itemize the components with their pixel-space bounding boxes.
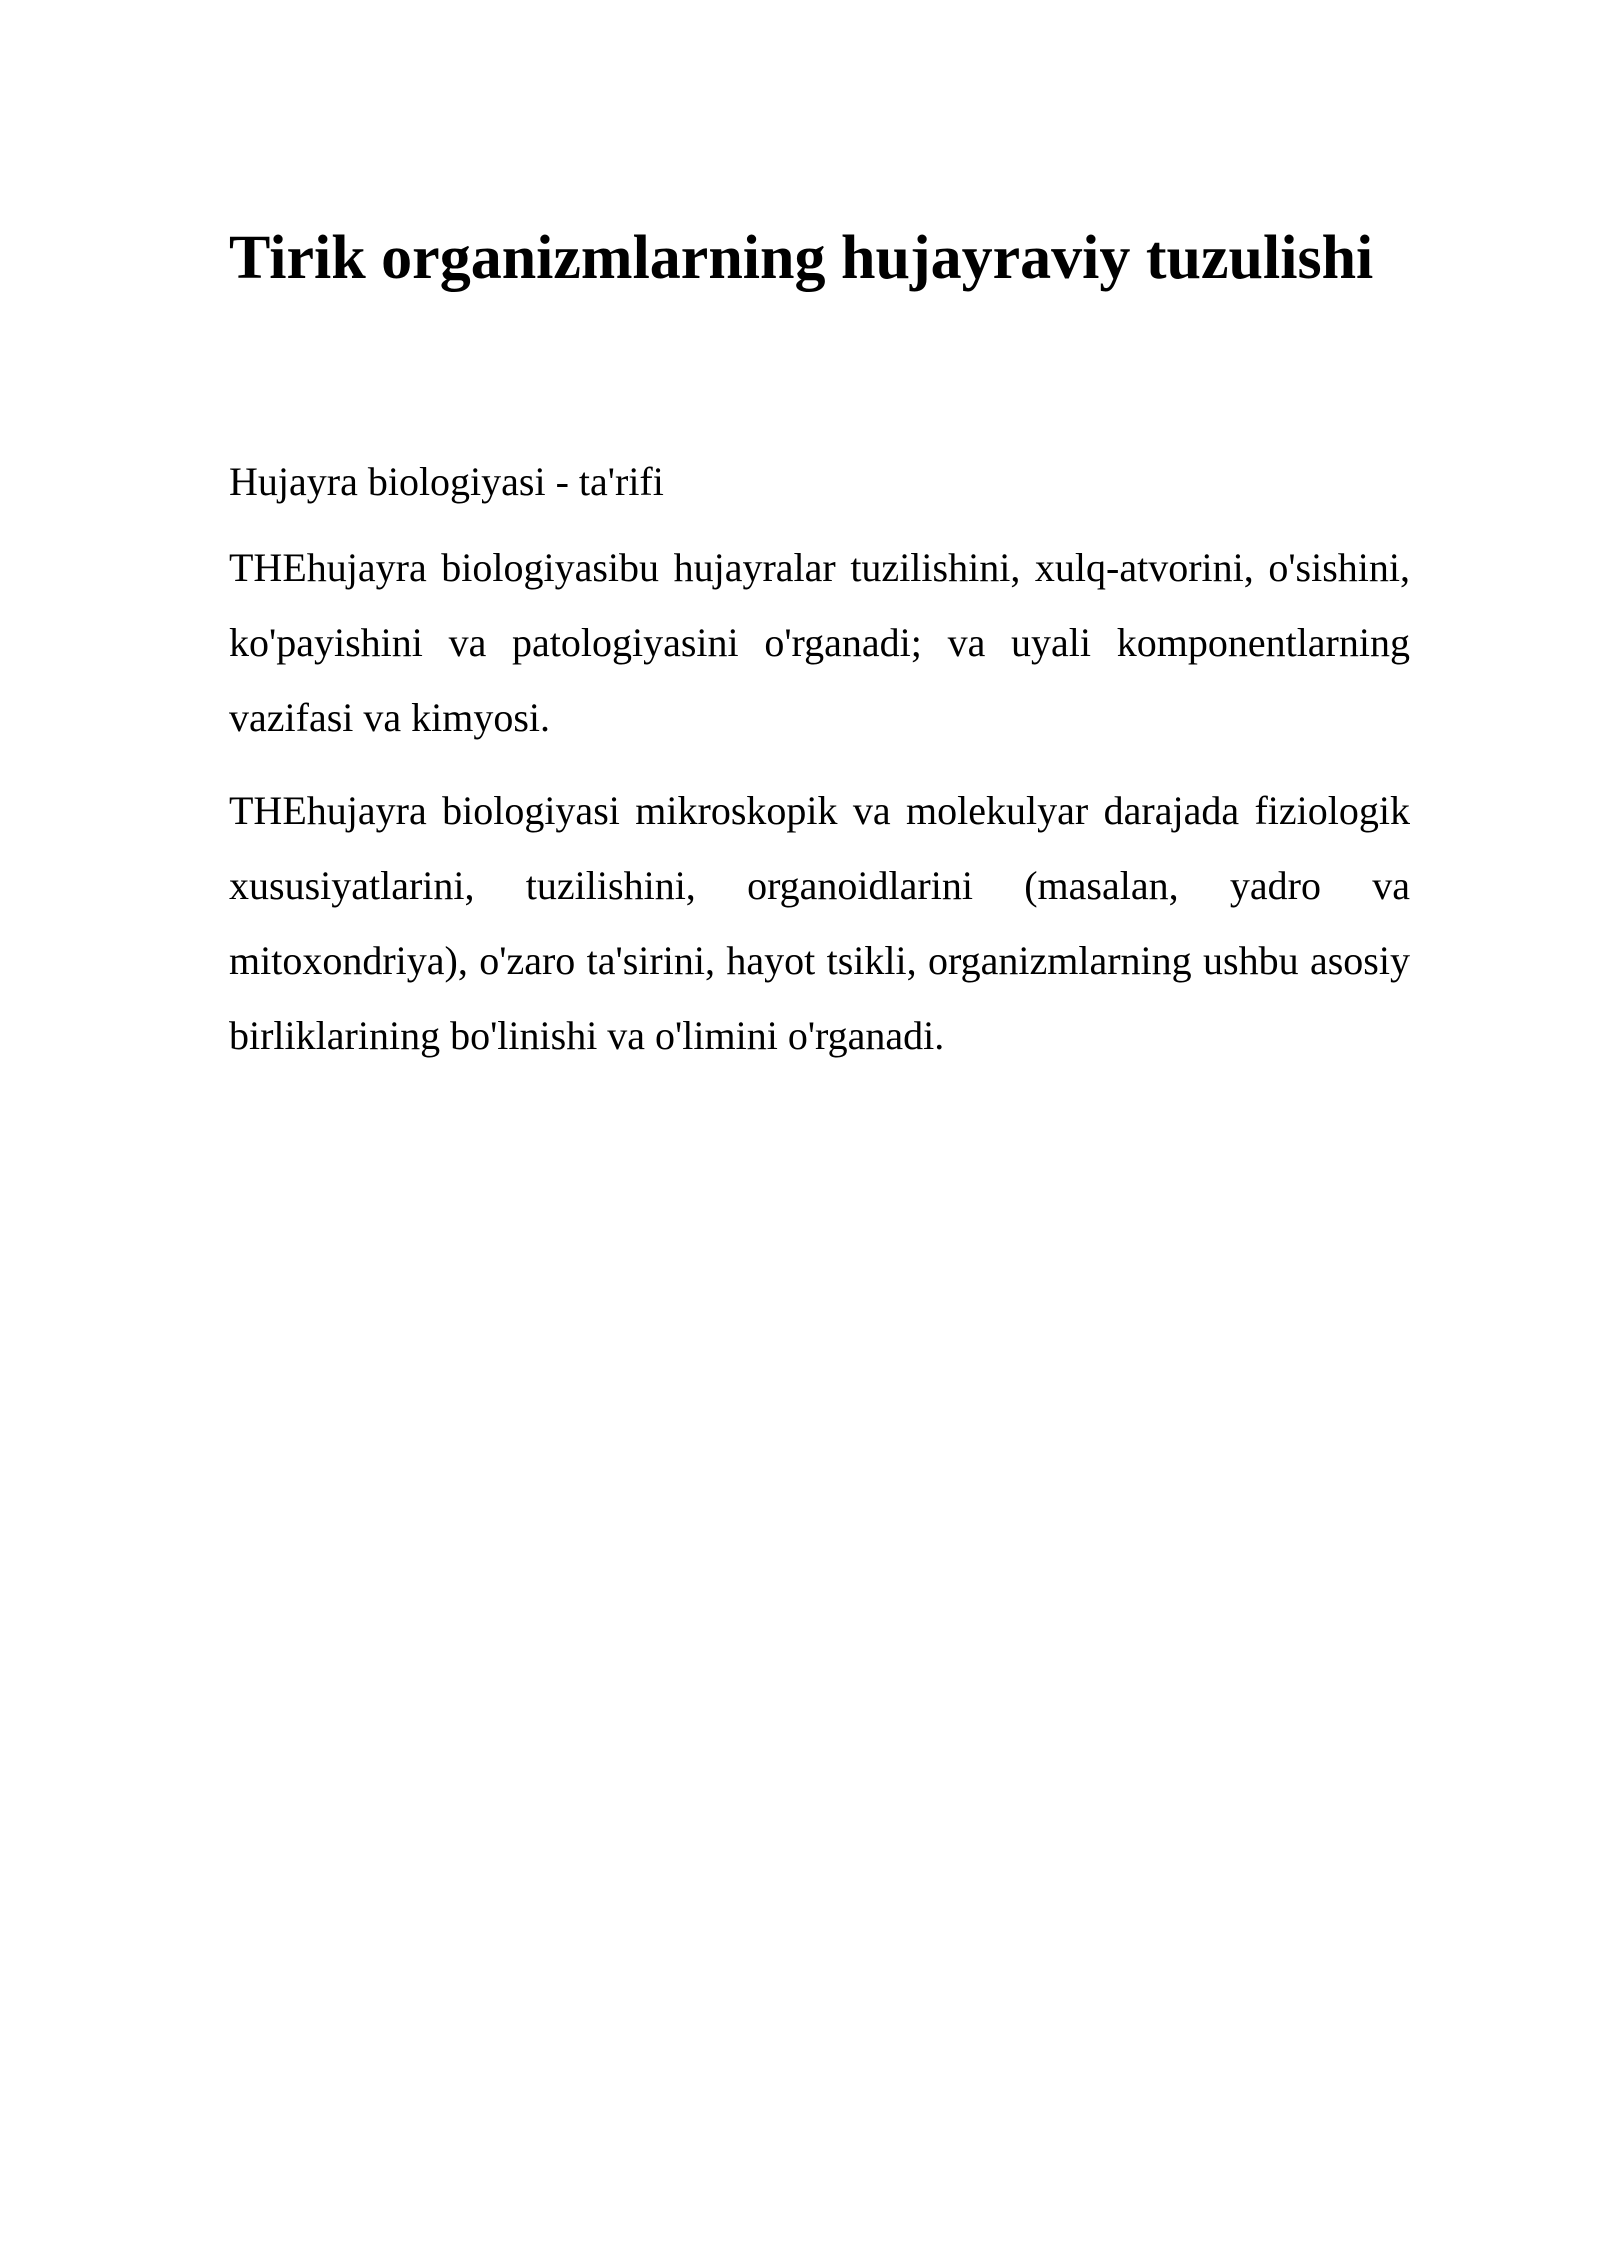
section-heading: Hujayra biologiyasi - ta'rifi	[229, 459, 664, 504]
document-body	[229, 205, 1410, 1073]
paragraph-1: THEhujayra biologiyasibu hujayralar tuzilishini, xulq-atvorini, o'sishini, ko'payishini va patologiyasini o'rganadi; va uyali komponentlarning vazifasi va kimyosi.	[229, 545, 1410, 740]
document-title: Tirik organizmlarning hujayraviy tuzulishi	[229, 224, 1374, 292]
paragraph-2: THEhujayra biologiyasi mikroskopik va molekulyar darajada fiziologik xususiyatlarini, tuzilishini, organoidlarini (masalan, yadro va mitoxondriya), o'zaro ta'sirini, hayot tsikli, organizmlarning ushbu asosiy birliklarining bo'linishi va o'limini o'rganadi.	[229, 788, 1410, 1058]
